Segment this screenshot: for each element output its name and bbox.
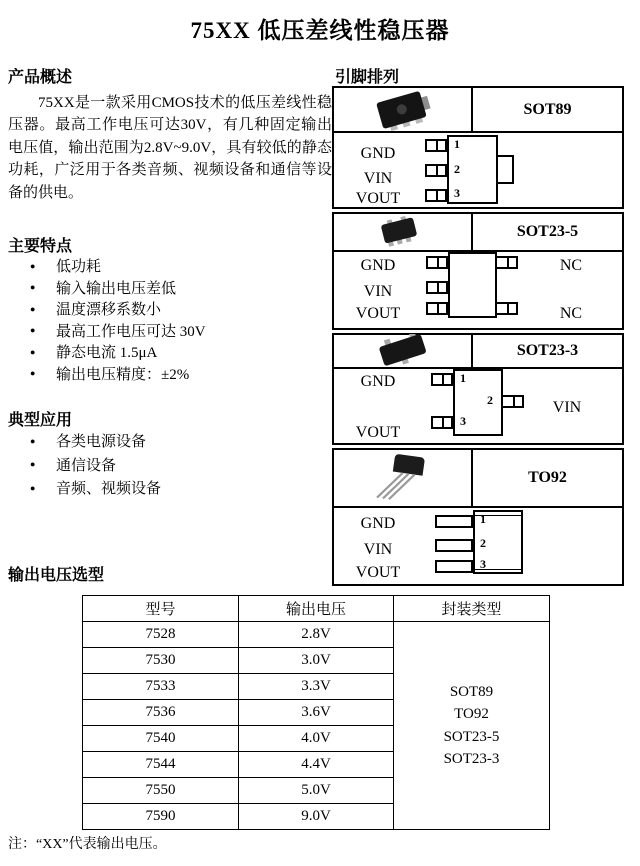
- model-cell: 7550: [83, 778, 239, 804]
- pin-number: 3: [460, 414, 466, 428]
- pin-label: VIN: [552, 399, 582, 416]
- pin-label: NC: [559, 257, 583, 274]
- package-outline: [448, 252, 497, 318]
- list-item: [30, 277, 206, 299]
- voltage-cell: 5.0V: [239, 778, 394, 804]
- model-cell: 7540: [83, 726, 239, 752]
- pin-lead: [425, 164, 447, 177]
- model-cell: 7528: [83, 622, 239, 648]
- package-block-sot89: [332, 86, 624, 209]
- voltage-cell: 4.4V: [239, 752, 394, 778]
- pin-label: GND: [360, 257, 396, 274]
- list-item: [30, 320, 206, 342]
- sot89-pin-diagram: [334, 133, 622, 207]
- pin-label: VOUT: [355, 305, 401, 322]
- to92-package-photo-icon: [368, 451, 438, 505]
- pin-lead: [426, 281, 448, 294]
- application-text: 音频、视频设备: [56, 481, 162, 498]
- package-name: TO92: [528, 469, 567, 486]
- pin-label: VIN: [363, 283, 393, 300]
- pin-lead: [435, 515, 473, 528]
- bullet-icon: ●: [30, 435, 36, 446]
- to92-photo-cell: [334, 450, 473, 506]
- features-list: [30, 255, 206, 384]
- pin-number: 2: [480, 536, 486, 550]
- feature-text: 低功耗: [56, 259, 102, 276]
- package-header: [334, 335, 622, 369]
- bullet-icon: ●: [30, 368, 36, 379]
- pin-lead: [431, 373, 453, 386]
- package-header: [334, 450, 622, 508]
- pin-lead: [495, 256, 518, 269]
- feature-text: 输入输出电压差低: [56, 280, 177, 297]
- voltage-cell: 4.0V: [239, 726, 394, 752]
- sot23-5-pin-diagram: [334, 252, 622, 328]
- sot23-5-photo-cell: [334, 214, 473, 250]
- package-name: SOT23-3: [516, 342, 579, 359]
- column-header: 封装类型: [394, 596, 550, 622]
- package-types-cell: [394, 622, 550, 830]
- model-cell: 7533: [83, 674, 239, 700]
- application-text: 各类电源设备: [56, 434, 147, 451]
- bullet-icon: ●: [30, 260, 36, 271]
- feature-text: 静态电流 1.5μA: [56, 345, 158, 362]
- bullet-icon: ●: [30, 459, 36, 470]
- sot23-3-pin-diagram: [334, 369, 622, 443]
- pin-label: NC: [559, 305, 583, 322]
- list-item: [30, 363, 206, 385]
- sot89-tab: [496, 155, 514, 184]
- package-block-to92: [332, 448, 624, 586]
- pin-label: VOUT: [355, 564, 401, 581]
- table-row: [83, 622, 550, 648]
- voltage-cell: 2.8V: [239, 622, 394, 648]
- sot89-package-photo-icon: [361, 89, 445, 131]
- pin-label: GND: [360, 373, 396, 390]
- model-cell: 7530: [83, 648, 239, 674]
- package-type: TO92: [454, 706, 489, 722]
- table-header-row: [83, 596, 550, 622]
- package-block-sot23-5: [332, 212, 624, 330]
- bullet-icon: ●: [30, 282, 36, 293]
- pin-number: 3: [454, 186, 460, 200]
- footnote: 注：“XX”代表输出电压。: [8, 837, 167, 852]
- bullet-icon: ●: [30, 303, 36, 314]
- pin-lead: [426, 256, 448, 269]
- pin-lead: [501, 395, 524, 408]
- feature-text: 输出电压精度：±2%: [56, 366, 190, 383]
- package-type: SOT23-3: [443, 751, 500, 767]
- column-header: 输出电压: [239, 596, 394, 622]
- pin-label: VOUT: [355, 424, 401, 441]
- overview-heading: 产品概述: [8, 69, 73, 86]
- bullet-icon: ●: [30, 346, 36, 357]
- pinout-heading: 引脚排列: [335, 69, 400, 86]
- page-title: 75XX 低压差线性稳压器: [190, 18, 450, 43]
- applications-heading: 典型应用: [8, 412, 73, 429]
- pin-label: VIN: [363, 170, 393, 187]
- pin-number: 2: [454, 162, 460, 176]
- column-header: 型号: [83, 596, 239, 622]
- pin-label: VIN: [363, 541, 393, 558]
- voltage-selection-table: [82, 595, 550, 830]
- bullet-icon: ●: [30, 482, 36, 493]
- applications-list: [30, 429, 161, 500]
- voltage-cell: 3.6V: [239, 700, 394, 726]
- application-text: 通信设备: [56, 457, 117, 474]
- sot23-3-photo-cell: [334, 335, 473, 367]
- feature-text: 温度漂移系数小: [56, 302, 162, 319]
- pin-label: GND: [360, 515, 396, 532]
- pin-lead: [435, 560, 473, 573]
- pin-lead: [425, 189, 447, 202]
- pin-label: VOUT: [355, 190, 401, 207]
- pin-lead: [426, 302, 448, 315]
- pin-number: 2: [487, 393, 493, 407]
- package-type: SOT23-5: [443, 728, 500, 745]
- list-item: [30, 429, 161, 453]
- overview-paragraph: 75XX是一款采用CMOS技术的低压差线性稳压器。最高工作电压可达30V，有几种固定输出电压值，输出范围为2.8V~9.0V，具有较低的静态功耗，广泛用于各类音频、视频设备和通信等设备的供电。: [8, 95, 332, 201]
- package-name: SOT23-5: [516, 223, 579, 240]
- package-header: [334, 214, 622, 252]
- sot23-3-package-photo-icon: [364, 334, 442, 368]
- list-item: [30, 476, 161, 500]
- sot89-photo-cell: [334, 88, 473, 131]
- features-heading: 主要特点: [8, 238, 73, 255]
- pin-lead: [425, 139, 447, 152]
- feature-text: 最高工作电压可达 30V: [56, 323, 206, 340]
- model-cell: 7590: [83, 804, 239, 830]
- pin-lead: [435, 539, 473, 552]
- package-header: [334, 88, 622, 133]
- model-cell: 7536: [83, 700, 239, 726]
- list-item: [30, 341, 206, 363]
- voltage-cell: 3.3V: [239, 674, 394, 700]
- pin-lead: [495, 302, 518, 315]
- package-type: SOT89: [449, 683, 494, 700]
- to92-pin-diagram: [334, 508, 622, 584]
- package-name: SOT89: [523, 100, 572, 118]
- model-cell: 7544: [83, 752, 239, 778]
- pin-number: 1: [480, 512, 486, 526]
- list-item: [30, 255, 206, 277]
- list-item: [30, 298, 206, 320]
- bullet-icon: ●: [30, 325, 36, 336]
- pin-number: 3: [480, 557, 486, 571]
- selection-heading: 输出电压选型: [8, 567, 105, 584]
- pin-number: 1: [460, 371, 466, 385]
- pin-label: GND: [360, 145, 396, 162]
- voltage-cell: 9.0V: [239, 804, 394, 830]
- sot23-5-package-photo-icon: [370, 215, 436, 249]
- voltage-cell: 3.0V: [239, 648, 394, 674]
- pin-lead: [431, 416, 453, 429]
- list-item: [30, 453, 161, 477]
- package-block-sot23-3: [332, 333, 624, 445]
- pin-number: 1: [454, 137, 460, 151]
